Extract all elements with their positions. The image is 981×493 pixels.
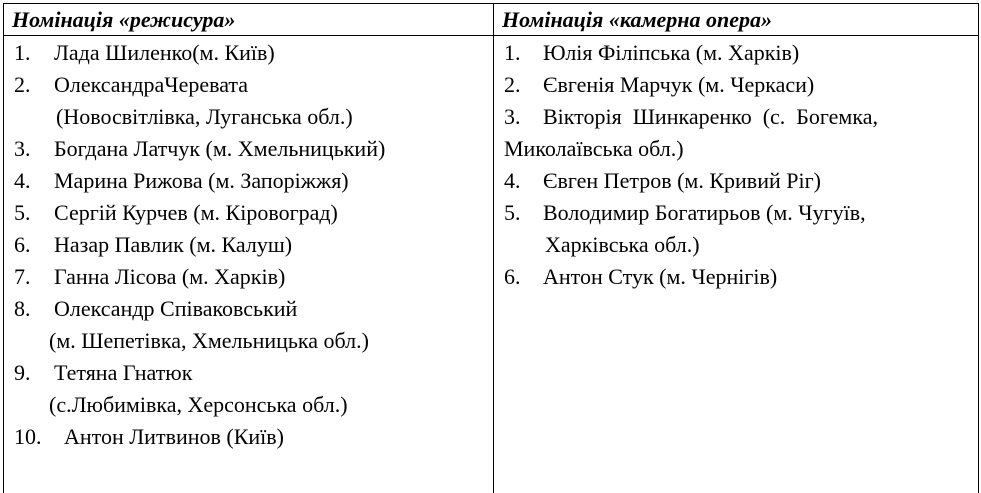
- nominations-table: [3, 3, 979, 493]
- item-text: Марина Рижова (м. Запоріжжя): [54, 168, 349, 193]
- item-text: Ганна Лісова (м. Харків): [54, 264, 286, 289]
- item-number: 3.: [14, 136, 31, 161]
- item-number: 2.: [14, 72, 31, 97]
- item-text: Назар Павлик (м. Калуш): [54, 232, 293, 257]
- item-number: 7.: [14, 264, 31, 289]
- item-number: 5.: [504, 200, 521, 225]
- item-text: ОлександраЧеревата: [54, 72, 249, 97]
- item-text: Володимир Богатирьов (м. Чугуїв,: [543, 200, 866, 225]
- item-text: Антон Литвинов (Київ): [64, 424, 284, 449]
- column-title-directing: Номінація «режисура»: [4, 4, 493, 36]
- item-text: Олександр Співаковський: [54, 296, 298, 321]
- item-number: 6.: [14, 232, 31, 257]
- column-title-chamber-opera: Номінація «камерна опера»: [494, 4, 978, 36]
- item-text: Тетяна Гнатюк: [54, 360, 193, 385]
- item-number: 3.: [504, 104, 521, 129]
- item-number: 6.: [504, 264, 521, 289]
- item-number: 8.: [14, 296, 31, 321]
- item-text-continuation: (м. Шепетівка, Хмельницька обл.): [49, 328, 369, 353]
- item-number: 1.: [14, 40, 31, 65]
- item-text-continuation: (с.Любимівка, Херсонська обл.): [49, 392, 348, 417]
- item-text-continuation: Харківська обл.): [545, 232, 700, 257]
- item-number: 4.: [14, 168, 31, 193]
- column-directing: [4, 4, 494, 493]
- item-text-continuation: (Новосвітлівка, Луганська обл.): [56, 104, 353, 129]
- item-text: Сергій Курчев (м. Кіровоград): [54, 200, 338, 225]
- item-number: 4.: [504, 168, 521, 193]
- column-chamber-opera: [494, 4, 978, 493]
- item-text: Євген Петров (м. Кривий Ріг): [543, 168, 821, 193]
- item-text: Євгенія Марчук (м. Черкаси): [543, 72, 815, 97]
- item-number: 2.: [504, 72, 521, 97]
- item-number: 5.: [14, 200, 31, 225]
- item-number: 1.: [504, 40, 521, 65]
- item-text: Вікторія Шинкаренко (с. Богемка,: [543, 104, 878, 129]
- item-number: 9.: [14, 360, 31, 385]
- item-text: Антон Стук (м. Чернігів): [543, 264, 778, 289]
- item-text: Юлія Філіпська (м. Харків): [543, 40, 800, 65]
- item-number: 10.: [14, 424, 42, 449]
- item-text-continuation: Миколаївська обл.): [504, 136, 684, 161]
- item-text: Богдана Латчук (м. Хмельницький): [54, 136, 386, 161]
- item-text: Лада Шиленко(м. Київ): [54, 40, 275, 65]
